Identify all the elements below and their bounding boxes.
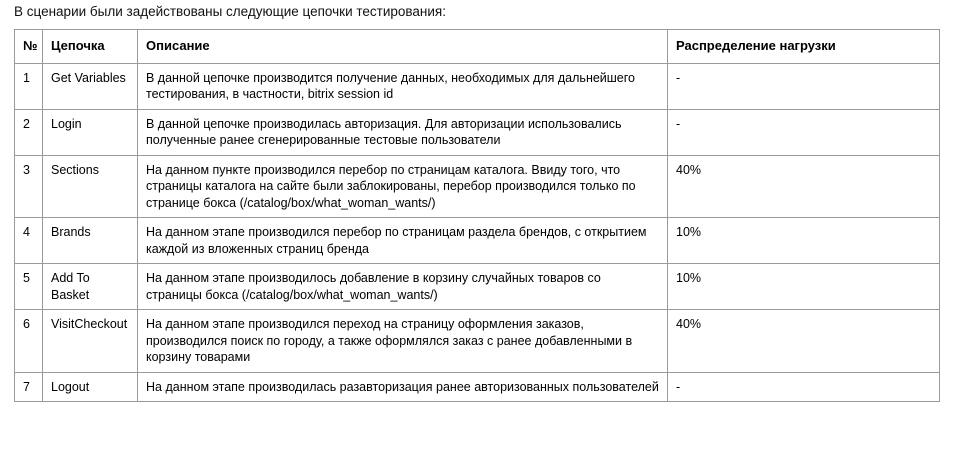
table-row [15, 109, 940, 155]
cell-number: 5 [15, 264, 43, 310]
cell-description: На данном этапе производился переход на страницу оформления заказов, производился поиск по городу, а также оформлялся заказ с ранее добавленными в корзину товарами [138, 310, 668, 373]
cell-chain: Brands [43, 218, 138, 264]
table-row [15, 264, 940, 310]
cell-description: На данном этапе производился перебор по страницам раздела брендов, с открытием каждой из вложенных страниц бренда [138, 218, 668, 264]
cell-description: На данном этапе производилась разавторизация ранее авторизованных пользователей [138, 372, 668, 402]
cell-description: В данной цепочке производится получение данных, необходимых для дальнейшего тестирования, в частности, bitrix session id [138, 63, 668, 109]
cell-chain: VisitCheckout [43, 310, 138, 373]
cell-number: 1 [15, 63, 43, 109]
cell-description: На данном пункте производился перебор по страницам каталога. Ввиду того, что страницы каталога на сайте были заблокированы, перебор производился только по странице бокса (/catalog/box/what_woman_wants/) [138, 155, 668, 218]
column-header-description: Описание [138, 30, 668, 64]
cell-chain: Get Variables [43, 63, 138, 109]
cell-number: 4 [15, 218, 43, 264]
column-header-chain: Цепочка [43, 30, 138, 64]
table-header [15, 30, 940, 64]
cell-load: 40% [668, 155, 940, 218]
cell-load: - [668, 63, 940, 109]
column-header-load: Распределение нагрузки [668, 30, 940, 64]
cell-number: 6 [15, 310, 43, 373]
cell-number: 3 [15, 155, 43, 218]
table-header-row [15, 30, 940, 64]
cell-description: В данной цепочке производилась авторизация. Для авторизации использовались полученные ранее сгенерированные тестовые пользователи [138, 109, 668, 155]
intro-paragraph: В сценарии были задействованы следующие цепочки тестирования: [14, 4, 446, 19]
cell-load: 10% [668, 264, 940, 310]
cell-description: На данном этапе производилось добавление в корзину случайных товаров со страницы бокса (/catalog/box/what_woman_wants/) [138, 264, 668, 310]
table-row [15, 63, 940, 109]
cell-chain: Sections [43, 155, 138, 218]
table-row [15, 310, 940, 373]
cell-number: 7 [15, 372, 43, 402]
table-row [15, 372, 940, 402]
cell-chain: Logout [43, 372, 138, 402]
cell-chain: Add To Basket [43, 264, 138, 310]
cell-load: - [668, 109, 940, 155]
table-body [15, 63, 940, 402]
table-row [15, 155, 940, 218]
column-header-number: № [15, 30, 43, 64]
cell-load: - [668, 372, 940, 402]
table-row [15, 218, 940, 264]
cell-number: 2 [15, 109, 43, 155]
cell-chain: Login [43, 109, 138, 155]
testing-chains-table [14, 29, 940, 402]
cell-load: 40% [668, 310, 940, 373]
cell-load: 10% [668, 218, 940, 264]
